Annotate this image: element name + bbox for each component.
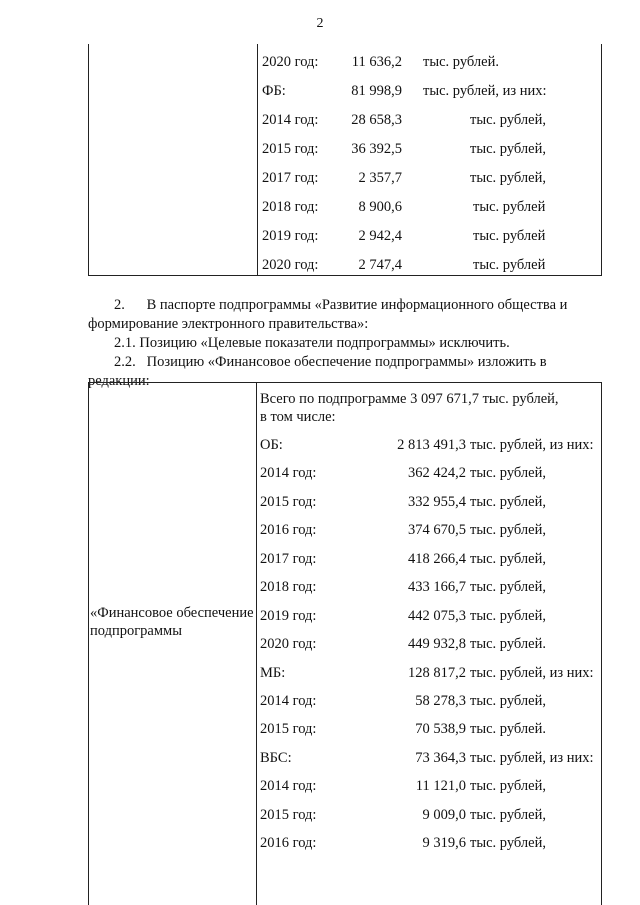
row-value: 442 075,3 <box>408 608 466 624</box>
paragraph-text: 2.2. Позицию «Финансовое обеспечение подпрограммы» изложить в <box>114 354 547 370</box>
paragraph-line <box>88 353 602 372</box>
row-label: 2019 год: <box>262 228 319 244</box>
row-value: 449 932,8 <box>408 636 466 652</box>
row-value: 58 278,3 <box>415 693 466 709</box>
row-label: 2015 год: <box>260 494 317 510</box>
position-name-line: подпрограммы <box>90 623 182 639</box>
row-value: 2 357,7 <box>358 170 402 186</box>
row-unit: тыс. рублей <box>473 257 546 273</box>
row-unit: тыс. рублей, <box>470 835 546 851</box>
table-row <box>0 81 640 101</box>
position-name-line: «Финансовое обеспечение <box>90 605 254 621</box>
row-value: 2 813 491,3 <box>397 437 466 453</box>
row-label: 2015 год: <box>262 141 319 157</box>
row-label: 2016 год: <box>260 522 317 538</box>
row-unit: тыс. рублей, <box>470 693 546 709</box>
row-label: 2014 год: <box>260 465 317 481</box>
row-unit: тыс. рублей, из них: <box>470 437 594 453</box>
row-label: 2020 год: <box>262 257 319 273</box>
paragraph-line <box>88 296 602 315</box>
row-label: 2018 год: <box>260 579 317 595</box>
table-row <box>0 52 640 72</box>
row-value: 374 670,5 <box>408 522 466 538</box>
paragraph-text: 2.1. Позицию «Целевые показатели подпрограммы» исключить. <box>114 335 510 351</box>
row-unit: тыс. рублей. <box>423 54 499 70</box>
row-label: 2017 год: <box>260 551 317 567</box>
row-value: 73 364,3 <box>415 750 466 766</box>
table-row <box>0 663 640 683</box>
row-value: 362 424,2 <box>408 465 466 481</box>
row-label: 2017 год: <box>262 170 319 186</box>
row-unit: тыс. рублей, из них: <box>470 750 594 766</box>
row-label: 2015 год: <box>260 807 317 823</box>
row-unit: тыс. рублей, <box>470 494 546 510</box>
row-unit: тыс. рублей. <box>470 636 546 652</box>
table-row <box>0 110 640 130</box>
table-row <box>0 139 640 159</box>
row-value: 2 942,4 <box>358 228 402 244</box>
row-value: 11 636,2 <box>351 54 402 70</box>
row-value: 36 392,5 <box>351 141 402 157</box>
row-unit: тыс. рублей, <box>470 522 546 538</box>
row-value: 332 955,4 <box>408 494 466 510</box>
table-row <box>0 833 640 853</box>
row-value: 70 538,9 <box>415 721 466 737</box>
row-value: 81 998,9 <box>351 83 402 99</box>
row-unit: тыс. рублей, <box>470 170 546 186</box>
table-row <box>0 577 640 597</box>
row-label: 2014 год: <box>260 778 317 794</box>
total-financing <box>260 390 600 426</box>
page-number: 2 <box>316 16 324 31</box>
total-line: Всего по подпрограмме 3 097 671,7 тыс. рублей, <box>260 391 559 407</box>
table-row <box>0 197 640 217</box>
row-unit: тыс. рублей, <box>470 112 546 128</box>
table-row <box>0 168 640 188</box>
row-label: 2014 год: <box>262 112 319 128</box>
paragraph-2 <box>88 296 602 334</box>
row-label: 2018 год: <box>262 199 319 215</box>
row-unit: тыс. рублей, <box>470 141 546 157</box>
row-unit: тыс. рублей, <box>470 807 546 823</box>
row-unit: тыс. рублей. <box>470 721 546 737</box>
row-value: 433 166,7 <box>408 579 466 595</box>
row-unit: тыс. рублей, из них: <box>470 665 594 681</box>
row-label: 2020 год: <box>260 636 317 652</box>
table-row <box>0 691 640 711</box>
paragraph-2-1 <box>88 334 602 353</box>
table-row <box>0 719 640 739</box>
row-unit: тыс. рублей <box>473 199 546 215</box>
row-label: 2016 год: <box>260 835 317 851</box>
row-unit: тыс. рублей, <box>470 608 546 624</box>
total-line: в том числе: <box>260 409 336 425</box>
paragraph-line: формирование электронного правительства»: <box>88 316 369 332</box>
table-row <box>0 748 640 768</box>
row-unit: тыс. рублей <box>473 228 546 244</box>
row-unit: тыс. рублей, <box>470 465 546 481</box>
table-row <box>0 549 640 569</box>
row-unit: тыс. рублей, из них: <box>423 83 547 99</box>
table-row <box>0 255 640 275</box>
table-row <box>0 492 640 512</box>
row-unit: тыс. рублей, <box>470 579 546 595</box>
row-value: 8 900,6 <box>358 199 402 215</box>
row-label: МБ: <box>260 665 286 681</box>
table-row <box>0 463 640 483</box>
table-row <box>0 606 640 626</box>
table-row <box>0 520 640 540</box>
row-label: ОБ: <box>260 437 283 453</box>
row-value: 9 009,0 <box>422 807 466 823</box>
row-label: ВБС: <box>260 750 292 766</box>
row-value: 28 658,3 <box>351 112 402 128</box>
table-row <box>0 634 640 654</box>
row-label: 2019 год: <box>260 608 317 624</box>
row-unit: тыс. рублей, <box>470 778 546 794</box>
table-row <box>0 805 640 825</box>
row-value: 128 817,2 <box>408 665 466 681</box>
paragraph-text: 2. В паспорте подпрограммы «Развитие информационного общества и <box>114 297 568 313</box>
row-label: 2020 год: <box>262 54 319 70</box>
row-value: 9 319,6 <box>422 835 466 851</box>
row-value: 418 266,4 <box>408 551 466 567</box>
paragraph-line: редакции: <box>88 373 150 389</box>
row-unit: тыс. рублей, <box>470 551 546 567</box>
row-value: 11 121,0 <box>415 778 466 794</box>
row-label: 2014 год: <box>260 693 317 709</box>
row-value: 2 747,4 <box>358 257 402 273</box>
table-row <box>0 435 640 455</box>
table-row <box>0 226 640 246</box>
row-label: 2015 год: <box>260 721 317 737</box>
table-row <box>0 776 640 796</box>
row-label: ФБ: <box>262 83 286 99</box>
